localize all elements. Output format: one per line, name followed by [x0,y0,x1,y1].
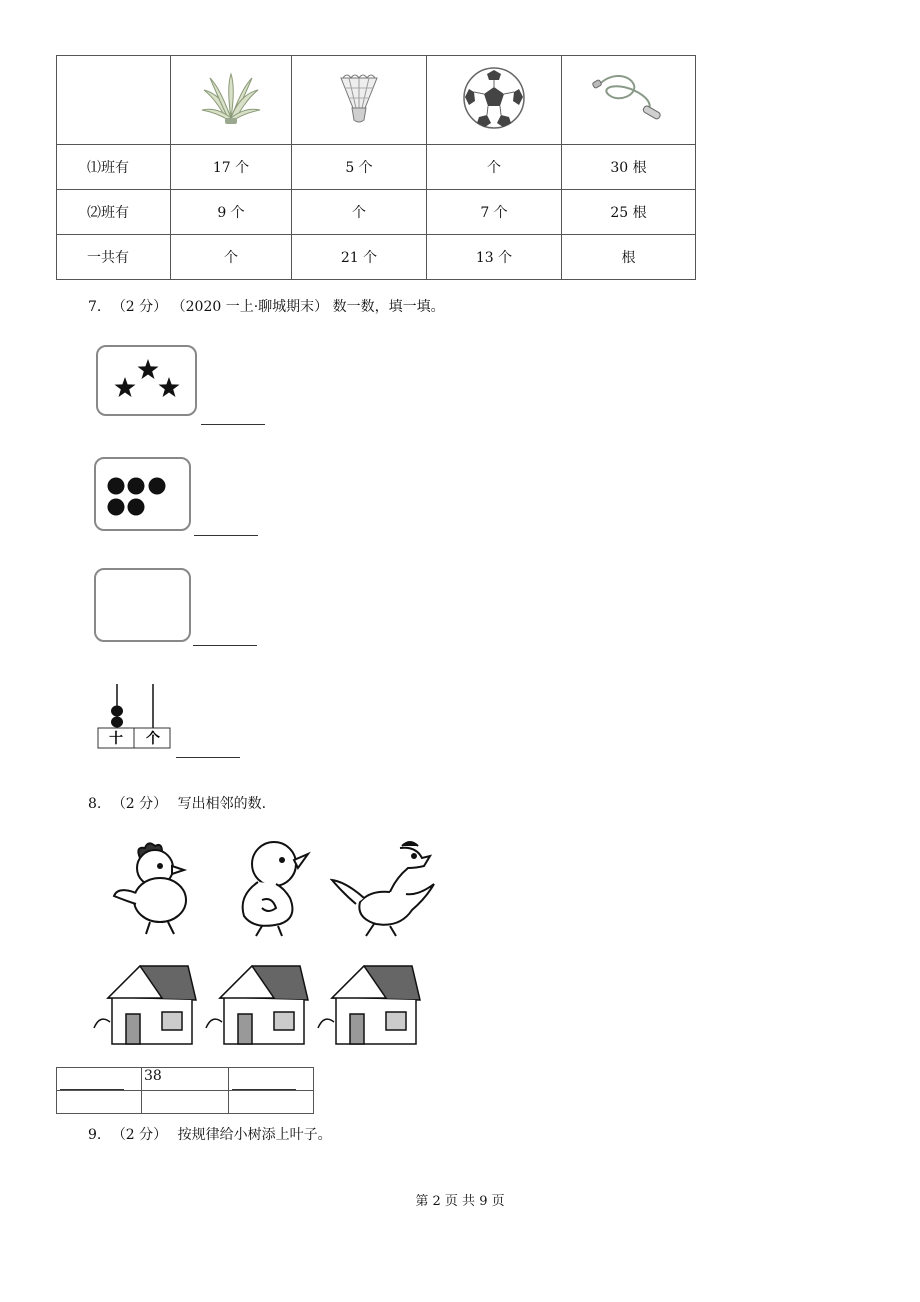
table-cell: 根 [562,235,696,280]
table-cell: 个 [171,235,292,280]
row-label: 一共有 [57,235,171,280]
answer-blank-before[interactable] [60,1089,124,1090]
question-prompt: 数一数，填一填。 [332,299,445,315]
row-label: ⑵班有 [57,190,171,235]
stars-group [98,347,195,414]
dot-icon [108,499,125,516]
abacus-bead [111,706,123,717]
question-prompt: 写出相邻的数. [177,796,267,812]
table-corner-cell [57,56,171,145]
abacus-label-tens: 十 [109,731,123,747]
table-cell: 13 个 [427,235,562,280]
header-cell-soccer-ball [427,56,562,145]
question-9-header [88,1124,332,1144]
header-cell-shuttlecock [292,56,427,145]
table-row [57,190,696,235]
table-cell: 17 个 [171,145,292,190]
table-row [57,235,696,280]
sports-equipment-table [56,55,696,280]
table-cell: 个 [292,190,427,235]
abacus-drawing [96,682,176,752]
table-row [57,145,696,190]
question-score: （2 分） [111,796,168,812]
table-cell: 30 根 [562,145,696,190]
answer-blank-stars[interactable] [201,424,265,425]
question-number: 9. [88,1127,102,1143]
house-icon [88,958,200,1048]
table-cell: 7 个 [427,190,562,235]
header-cell-jump-rope [562,56,696,145]
star-icon [159,377,180,397]
question-number: 8. [88,796,102,812]
given-number-cell [142,1068,229,1091]
table-cell: 25 根 [562,190,696,235]
table-cell [142,1091,229,1114]
given-number: 38 [144,1068,162,1084]
header-cell-feather-toy [171,56,292,145]
abacus-label-ones: 个 [146,731,160,747]
house-icon [200,958,312,1048]
answer-blank-empty[interactable] [193,645,257,646]
star-icon [138,359,159,379]
dots-group [96,459,189,529]
row-label: ⑴班有 [57,145,171,190]
jump-rope-icon [589,73,669,123]
empty-box [94,568,191,642]
star-icon [115,377,136,397]
table-header-row [57,56,696,145]
dot-icon [149,478,166,495]
badminton-shuttlecock-icon [329,68,389,128]
table-cell: 个 [427,145,562,190]
table-cell [229,1091,314,1114]
question-prompt: 按规律给小树添上叶子。 [177,1127,332,1143]
dot-icon [108,478,125,495]
house-icon [312,958,424,1048]
question-score: （2 分） [111,1127,168,1143]
goose-icon [330,838,440,938]
dots-box [94,457,191,531]
table-cell: 21 个 [292,235,427,280]
table-row [57,1068,314,1091]
dot-icon [128,478,145,495]
question-number: 7. [88,299,102,315]
neighbor-numbers-table [56,1067,314,1114]
stars-box [96,345,197,416]
table-cell [57,1091,142,1114]
answer-blank-dots[interactable] [194,535,258,536]
answer-cell-after[interactable] [229,1068,314,1091]
table-row [57,1091,314,1114]
question-score: （2 分） [111,299,168,315]
question-source: （2020 一上·聊城期末） [171,299,329,315]
answer-blank-abacus[interactable] [176,757,240,758]
abacus-bead [111,717,123,728]
duckling-icon [232,838,312,938]
table-cell: 9 个 [171,190,292,235]
dot-icon [128,499,145,516]
soccer-ball-icon [461,65,527,131]
question-7-header [88,296,445,316]
chick-icon [110,838,200,938]
abacus [96,682,176,752]
page-footer: 第 2 页 共 9 页 [415,1194,505,1209]
shuttlecock-feathers-icon [196,68,266,128]
table-cell: 5 个 [292,145,427,190]
answer-cell-before[interactable] [57,1068,142,1091]
answer-blank-after[interactable] [232,1089,296,1090]
question-8-header [88,793,266,813]
